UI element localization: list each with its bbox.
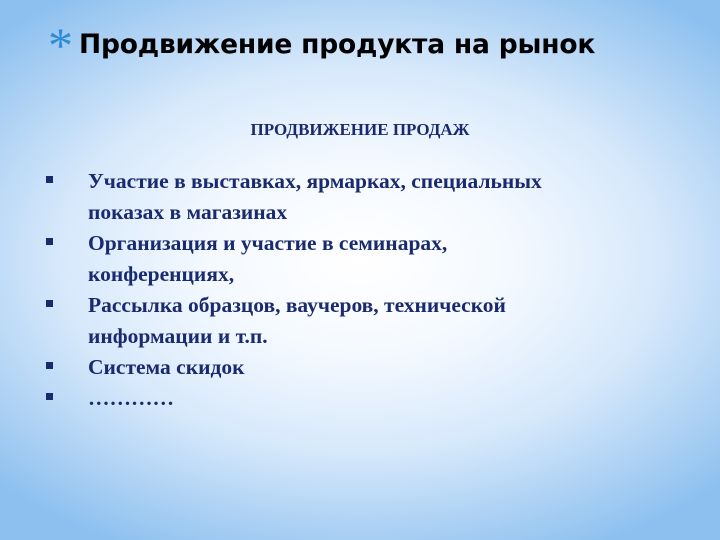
square-bullet-icon xyxy=(46,300,53,307)
bullet-line: Организация и участие в семинарах, xyxy=(88,231,448,255)
list-item xyxy=(46,166,686,228)
bullet-text xyxy=(88,166,542,228)
slide-subtitle: ПРОДВИЖЕНИЕ ПРОДАЖ xyxy=(250,120,470,139)
bullet-line: показах в магазинах xyxy=(88,200,288,224)
square-bullet-icon xyxy=(46,238,53,245)
bullet-line: конференциях, xyxy=(88,262,235,286)
slide-title: Продвижение продукта на рынок xyxy=(79,29,596,60)
bullet-line: ………… xyxy=(88,386,174,410)
bullet-line: Участие в выставках, ярмарках, специальных xyxy=(88,169,542,193)
square-bullet-icon xyxy=(46,176,53,183)
list-item xyxy=(46,290,686,352)
list-item xyxy=(46,383,686,414)
bullet-line: Рассылка образцов, ваучеров, технической xyxy=(88,293,506,317)
list-item xyxy=(46,352,686,383)
bullet-text xyxy=(88,228,447,290)
title-row xyxy=(48,17,596,73)
bullet-list xyxy=(46,166,686,414)
bullet-line: Система скидок xyxy=(88,355,245,379)
bullet-text xyxy=(88,290,506,352)
title-star-marker: * xyxy=(48,17,73,73)
square-bullet-icon xyxy=(46,362,53,369)
bullet-text xyxy=(88,383,174,414)
bullet-line: информации и т.п. xyxy=(88,324,268,348)
bullet-text xyxy=(88,352,245,383)
square-bullet-icon xyxy=(46,393,53,400)
list-item xyxy=(46,228,686,290)
